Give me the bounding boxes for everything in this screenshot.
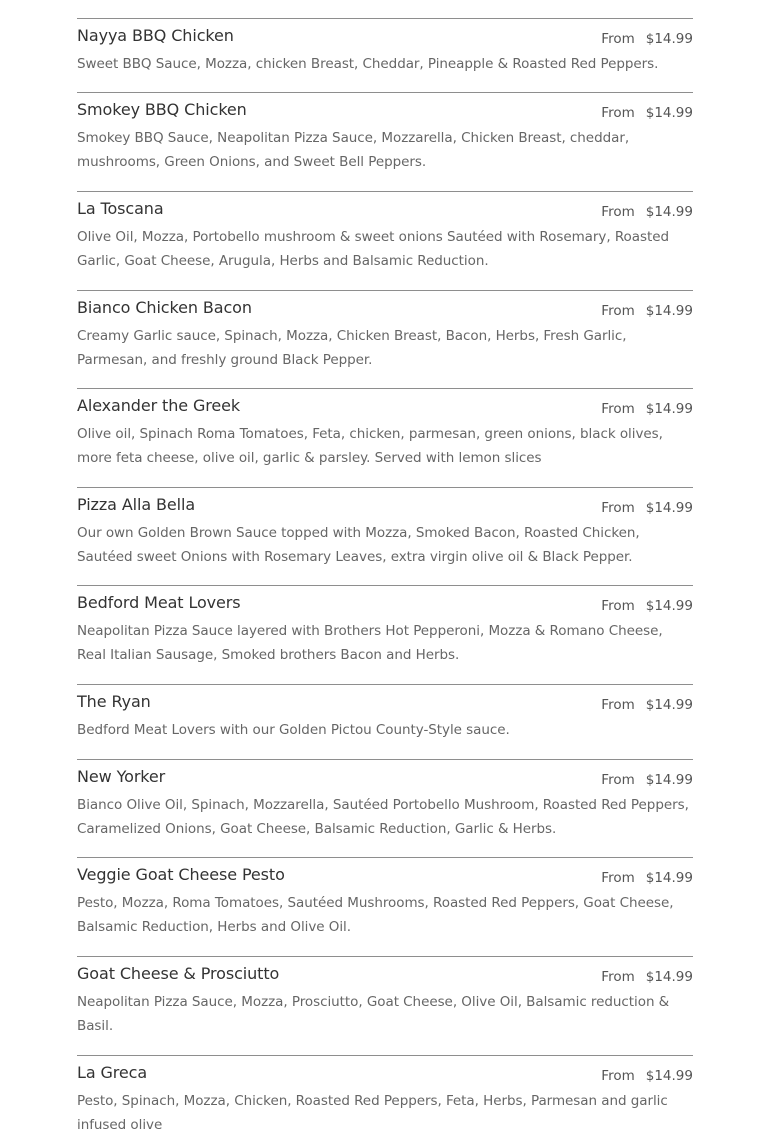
price-prefix: From <box>601 772 635 788</box>
price-prefix: From <box>601 1068 635 1084</box>
menu-item <box>77 92 693 191</box>
menu-item-price-block <box>601 99 693 122</box>
menu-item-description: Olive oil, Spinach Roma Tomatoes, Feta, chicken, parmesan, green onions, black olives, more feta cheese, olive oil, garlic & parsley. Served with lemon slices <box>77 426 663 466</box>
price-prefix: From <box>601 105 635 121</box>
price-prefix: From <box>601 401 635 417</box>
menu-item-header <box>77 93 693 122</box>
menu-item-price: $14.99 <box>645 870 693 886</box>
menu-item-header <box>77 19 693 48</box>
menu-item-name: Veggie Goat Cheese Pesto <box>77 865 285 884</box>
menu-item-name: New Yorker <box>77 767 166 786</box>
menu-item-description: Sweet BBQ Sauce, Mozza, chicken Breast, Cheddar, Pineapple & Roasted Red Peppers. <box>77 56 659 72</box>
menu-item-header <box>77 192 693 221</box>
price-prefix: From <box>601 31 635 47</box>
menu-item <box>77 585 693 684</box>
menu-item-description: Smokey BBQ Sauce, Neapolitan Pizza Sauce, Mozzarella, Chicken Breast, cheddar, mushrooms, Green Onions, and Sweet Bell Peppers. <box>77 130 630 170</box>
menu-item-price-block <box>601 494 693 517</box>
menu-item-price-block <box>601 963 693 986</box>
menu-item-price-block <box>601 1062 693 1085</box>
menu-item-name: Pizza Alla Bella <box>77 495 196 514</box>
menu-item-price-block <box>601 766 693 789</box>
menu-item-price-block <box>601 25 693 48</box>
menu-item-description: Creamy Garlic sauce, Spinach, Mozza, Chicken Breast, Bacon, Herbs, Fresh Garlic, Parmesan, and freshly ground Black Pepper. <box>77 328 627 368</box>
menu-item-description: Neapolitan Pizza Sauce layered with Brothers Hot Pepperoni, Mozza & Romano Cheese, Real Italian Sausage, Smoked brothers Bacon and Herbs. <box>77 623 663 663</box>
menu-item-name: La Greca <box>77 1063 148 1082</box>
menu-item-price: $14.99 <box>645 697 693 713</box>
menu-item-header <box>77 389 693 418</box>
menu-item-name: The Ryan <box>77 692 151 711</box>
menu-item <box>77 1055 693 1145</box>
menu-item-price: $14.99 <box>645 31 693 47</box>
price-prefix: From <box>601 598 635 614</box>
menu-item <box>77 191 693 290</box>
menu-item-header <box>77 586 693 615</box>
menu-item <box>77 857 693 956</box>
menu-item-header <box>77 291 693 320</box>
menu-item-price-block <box>601 395 693 418</box>
menu-item-price-block <box>601 864 693 887</box>
menu-item-name: La Toscana <box>77 199 164 218</box>
menu-item-header <box>77 1056 693 1085</box>
menu-item-description: Pesto, Mozza, Roma Tomatoes, Sautéed Mushrooms, Roasted Red Peppers, Goat Cheese, Balsamic Reduction, Herbs and Olive Oil. <box>77 895 674 935</box>
menu-item-header <box>77 957 693 986</box>
menu-item <box>77 759 693 857</box>
menu-item-description: Olive Oil, Mozza, Portobello mushroom & sweet onions Sautéed with Rosemary, Roasted Garlic, Goat Cheese, Arugula, Herbs and Balsamic Reduction. <box>77 229 669 269</box>
menu-item-price: $14.99 <box>645 772 693 788</box>
menu-item-header <box>77 760 693 789</box>
menu-item-name: Bedford Meat Lovers <box>77 593 241 612</box>
menu-item <box>77 684 693 759</box>
menu-item-price: $14.99 <box>645 969 693 985</box>
menu-item-name: Smokey BBQ Chicken <box>77 100 247 119</box>
menu-item-price: $14.99 <box>645 401 693 417</box>
menu-item-price: $14.99 <box>645 204 693 220</box>
menu-item-header <box>77 858 693 887</box>
price-prefix: From <box>601 697 635 713</box>
menu-item-header <box>77 685 693 714</box>
menu-item-name: Alexander the Greek <box>77 396 241 415</box>
menu-item-price: $14.99 <box>645 500 693 516</box>
menu-item-price-block <box>601 691 693 714</box>
price-prefix: From <box>601 303 635 319</box>
menu-item-header <box>77 488 693 517</box>
menu-item-description: Our own Golden Brown Sauce topped with Mozza, Smoked Bacon, Roasted Chicken, Sautéed sweet Onions with Rosemary Leaves, extra virgin olive oil & Black Pepper. <box>77 525 640 565</box>
menu-item-name: Bianco Chicken Bacon <box>77 298 252 317</box>
menu-item-name: Nayya BBQ Chicken <box>77 26 234 45</box>
menu-item-description: Pesto, Spinach, Mozza, Chicken, Roasted Red Peppers, Feta, Herbs, Parmesan and garlic infused olive <box>77 1093 668 1133</box>
menu-list <box>77 18 693 1145</box>
menu-item-price: $14.99 <box>645 303 693 319</box>
menu-item-description: Bedford Meat Lovers with our Golden Pictou County-Style sauce. <box>77 722 510 738</box>
price-prefix: From <box>601 204 635 220</box>
price-prefix: From <box>601 870 635 886</box>
menu-item-price: $14.99 <box>645 598 693 614</box>
menu-item-description: Bianco Olive Oil, Spinach, Mozzarella, Sautéed Portobello Mushroom, Roasted Red Peppers, Caramelized Onions, Goat Cheese, Balsamic Reduction, Garlic & Herbs. <box>77 797 689 837</box>
menu-item-name: Goat Cheese & Prosciutto <box>77 964 280 983</box>
menu-item-description: Neapolitan Pizza Sauce, Mozza, Prosciutto, Goat Cheese, Olive Oil, Balsamic reduction & Basil. <box>77 994 670 1034</box>
menu-item-price-block <box>601 297 693 320</box>
menu-item-price-block <box>601 592 693 615</box>
menu-item <box>77 388 693 487</box>
menu-item-price: $14.99 <box>645 105 693 121</box>
menu-item <box>77 290 693 388</box>
menu-item-price: $14.99 <box>645 1068 693 1084</box>
menu-item <box>77 956 693 1055</box>
menu-item <box>77 487 693 585</box>
menu-item <box>77 18 693 92</box>
price-prefix: From <box>601 500 635 516</box>
price-prefix: From <box>601 969 635 985</box>
menu-item-price-block <box>601 198 693 221</box>
